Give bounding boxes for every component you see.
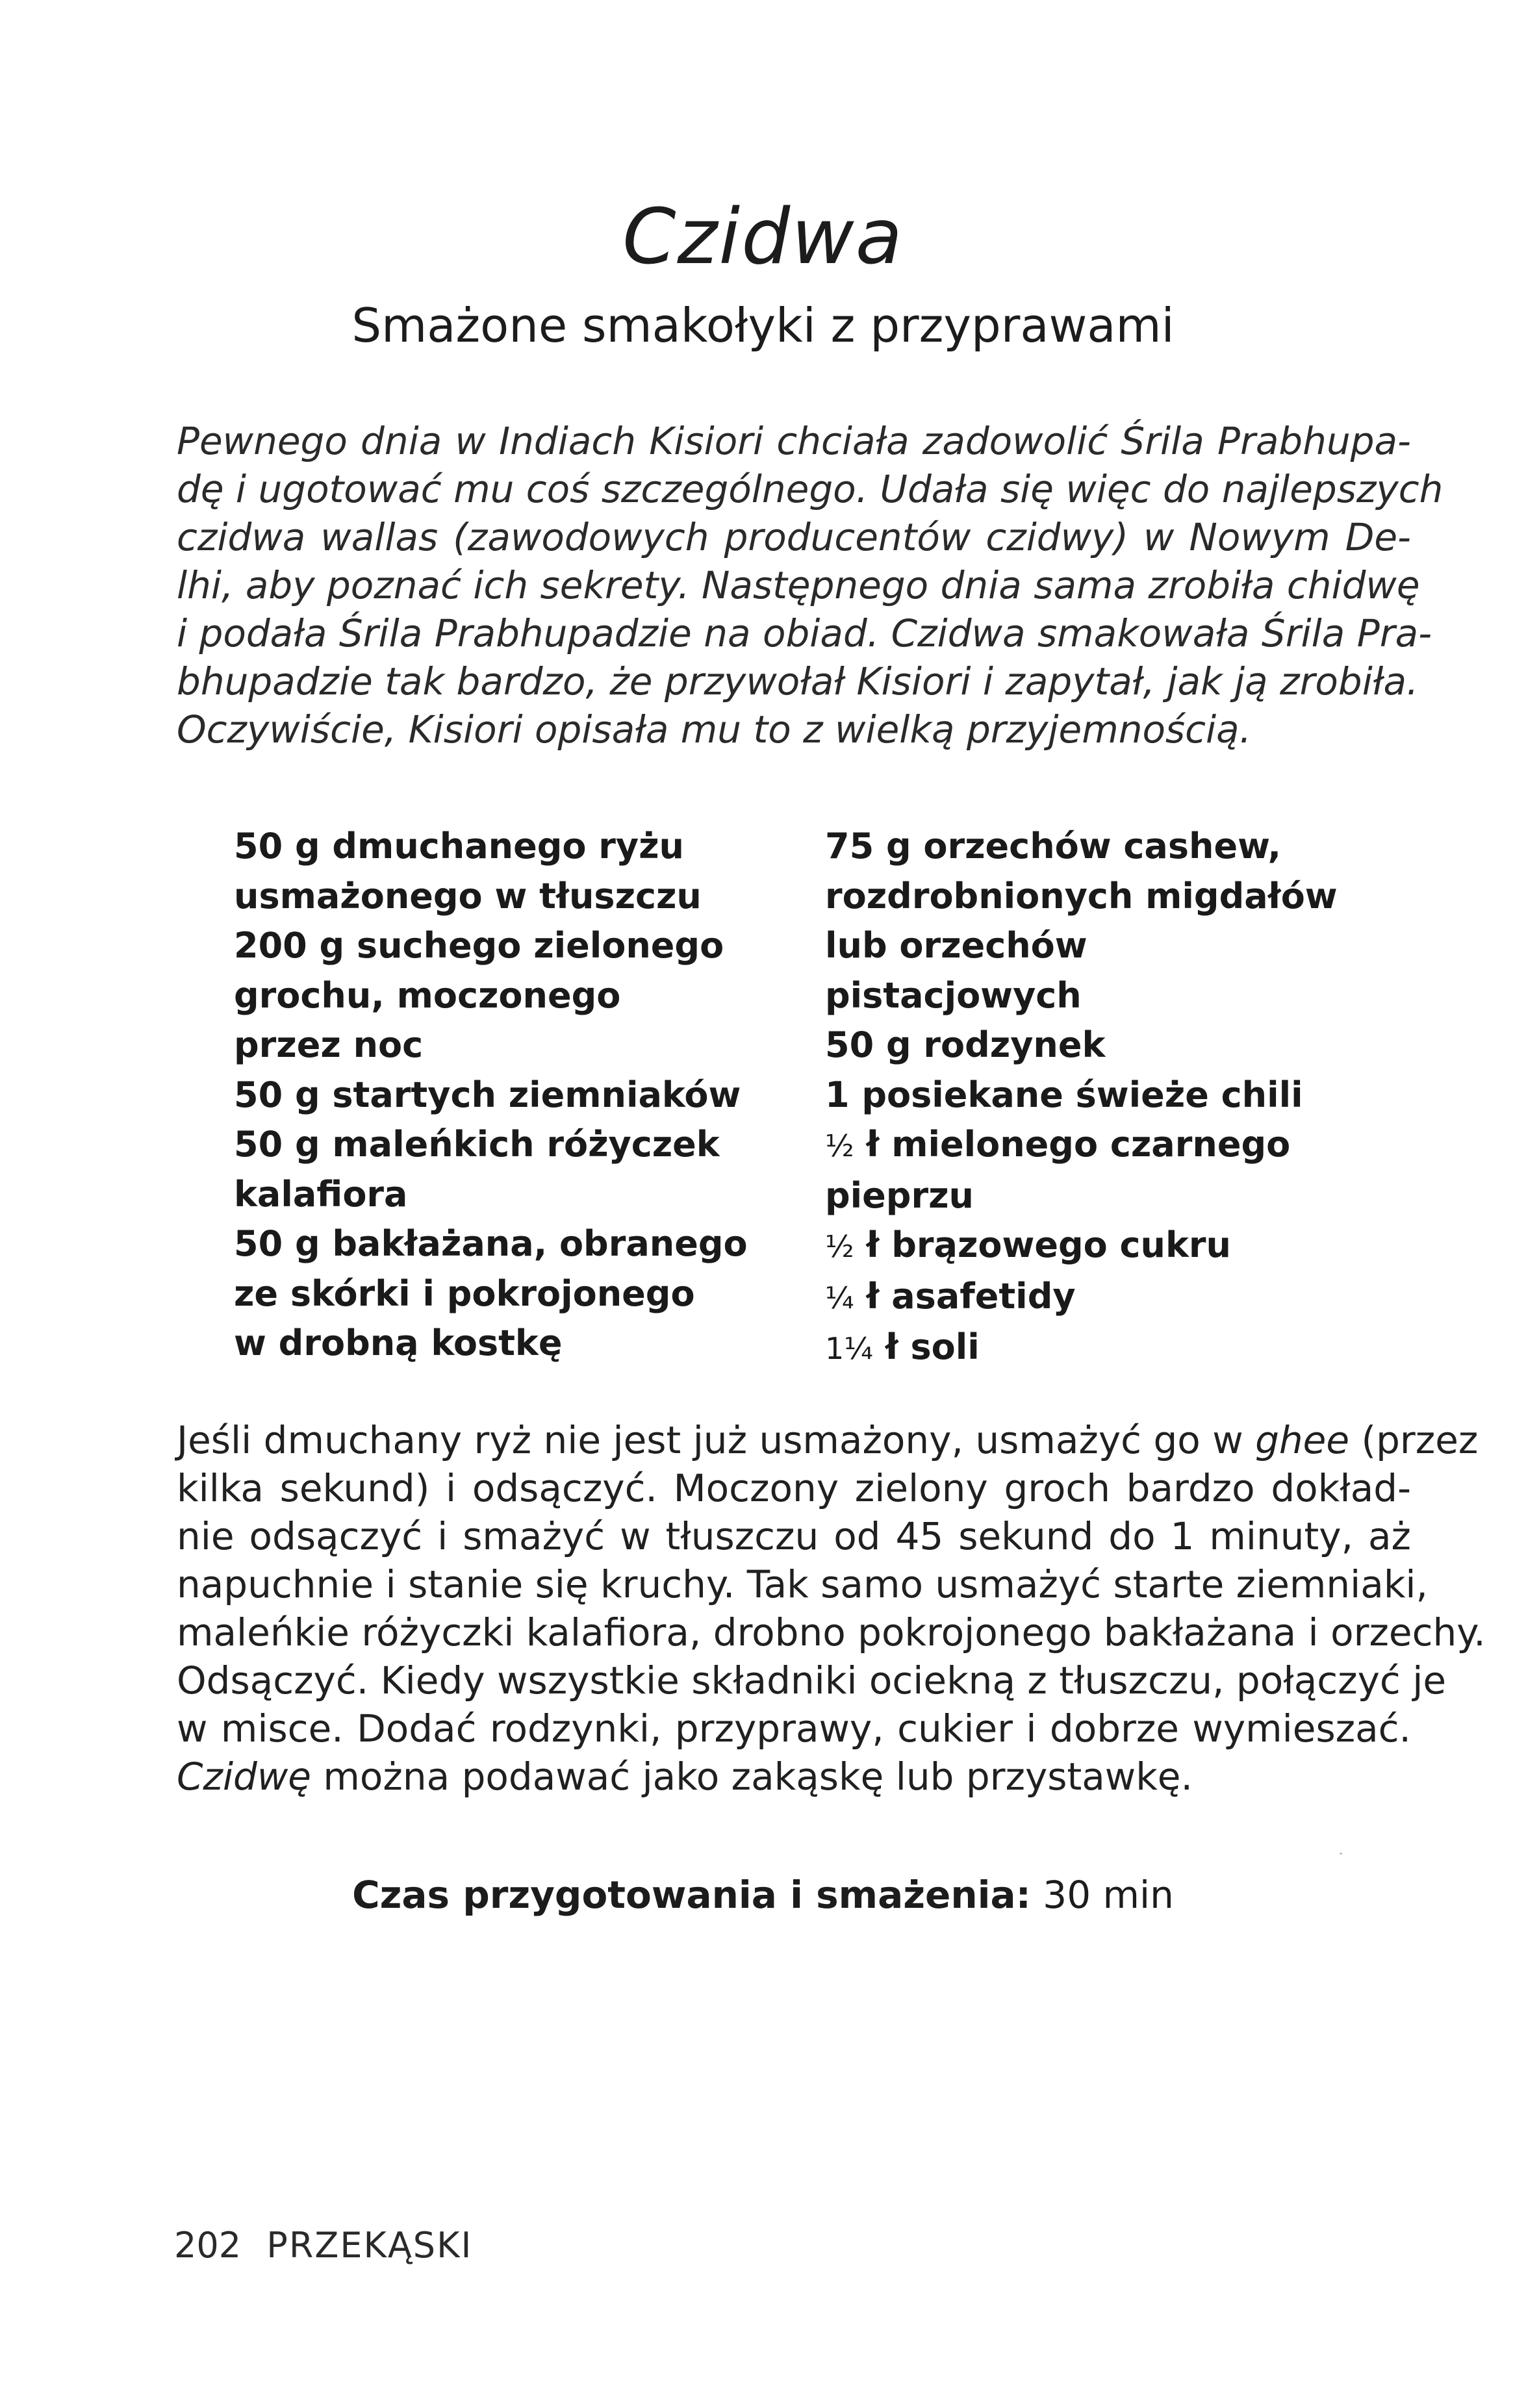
prep-time-label: Czas przygotowania i smażenia: (352, 1873, 1031, 1917)
quantity-fraction: ¼ (825, 1280, 854, 1315)
section-name: PRZEKĄSKI (266, 2225, 473, 2266)
intro-paragraph (177, 417, 1443, 754)
method-line: napuchnie i stanie się kruchy. Tak samo usmażyć starte ziemniaki, (177, 1562, 1428, 1606)
quantity-fraction: ½ (825, 1128, 854, 1163)
czidwe-term: Czidwę (177, 1755, 311, 1799)
method-paragraph (177, 1416, 1486, 1801)
ingredient-item: ½ ł mielonego czarnego pieprzu (825, 1124, 1291, 1216)
prep-time (0, 1873, 1526, 1917)
ingredients-right-column (825, 822, 1384, 1374)
ingredient-item: ¼ ł asafetidy (825, 1275, 1076, 1317)
ingredient-item: 50 g rodzynek (825, 1024, 1106, 1065)
ghee-term: ghee (1255, 1418, 1350, 1462)
ingredient-item: 75 g orzechów cashew, rozdrobnionych migdałów lub orzechów pistacjowych (825, 826, 1338, 1016)
quantity-fraction: 1¼ (825, 1331, 873, 1366)
intro-line: i podała Śrila Prabhupadzie na obiad. Czidwa smakowała Śrila Pra- (177, 611, 1432, 655)
ingredient-item: 200 g suchego zielonego grochu, moczonego przez noc (234, 925, 724, 1065)
intro-line: Pewnego dnia w Indiach Kisiori chciała zadowolić Śrila Prabhupa- (177, 419, 1411, 463)
intro-line: Oczywiście, Kisiori opisała mu to z wielką przyjemnością. (177, 707, 1252, 752)
intro-line: bhupadzie tak bardzo, że przywołał Kisiori i zapytał, jak ją zrobiła. (177, 659, 1419, 703)
ingredient-item: 50 g maleńkich różyczek kalafiora (234, 1124, 720, 1215)
recipe-title: Czidwa (622, 192, 904, 281)
ingredient-item: 1 posiekane świeże chili (825, 1074, 1303, 1115)
method-line: Odsączyć. Kiedy wszystkie składniki ociekną z tłuszczu, połączyć je (177, 1658, 1447, 1703)
intro-line: czidwa wallas (zawodowych producentów czidwy) w Nowym De- (177, 515, 1411, 559)
method-line: maleńkie różyczki kalafiora, drobno pokrojonego bakłażana i orzechy. (177, 1610, 1486, 1654)
method-line: Jeśli dmuchany ryż nie jest już usmażony, usmażyć go w ghee (przez (177, 1418, 1479, 1462)
recipe-subtitle: Smażone smakołyki z przyprawami (351, 298, 1175, 353)
intro-line: dę i ugotować mu coś szczególnego. Udała się więc do najlepszych (177, 467, 1443, 511)
scan-speck (1340, 1853, 1342, 1855)
method-line: w misce. Dodać rodzynki, przyprawy, cukier i dobrze wymieszać. (177, 1706, 1411, 1751)
ingredient-item: 50 g dmuchanego ryżu usmażonego w tłuszczu (234, 826, 702, 917)
method-line: Czidwę można podawać jako zakąskę lub przystawkę. (177, 1755, 1193, 1799)
method-line: kilka sekund) i odsączyć. Moczony zielony groch bardzo dokład- (177, 1466, 1411, 1510)
ingredients-left-column (234, 822, 793, 1369)
page-footer (174, 2225, 473, 2266)
quantity-fraction: ½ (825, 1229, 854, 1264)
ingredient-item: ½ ł brązowego cukru (825, 1224, 1231, 1265)
ingredient-item: 50 g bakłażana, obranego ze skórki i pokrojonego w drobną kostkę (234, 1223, 748, 1363)
ingredient-item: 50 g startych ziemniaków (234, 1074, 741, 1115)
intro-line: lhi, aby poznać ich sekrety. Następnego dnia sama zrobiła chidwę (177, 563, 1420, 607)
page-number: 202 (174, 2225, 242, 2266)
ingredient-item: 1¼ ł soli (825, 1326, 980, 1367)
prep-time-value: 30 min (1043, 1873, 1174, 1917)
method-line: nie odsączyć i smażyć w tłuszczu od 45 sekund do 1 minuty, aż (177, 1514, 1411, 1558)
